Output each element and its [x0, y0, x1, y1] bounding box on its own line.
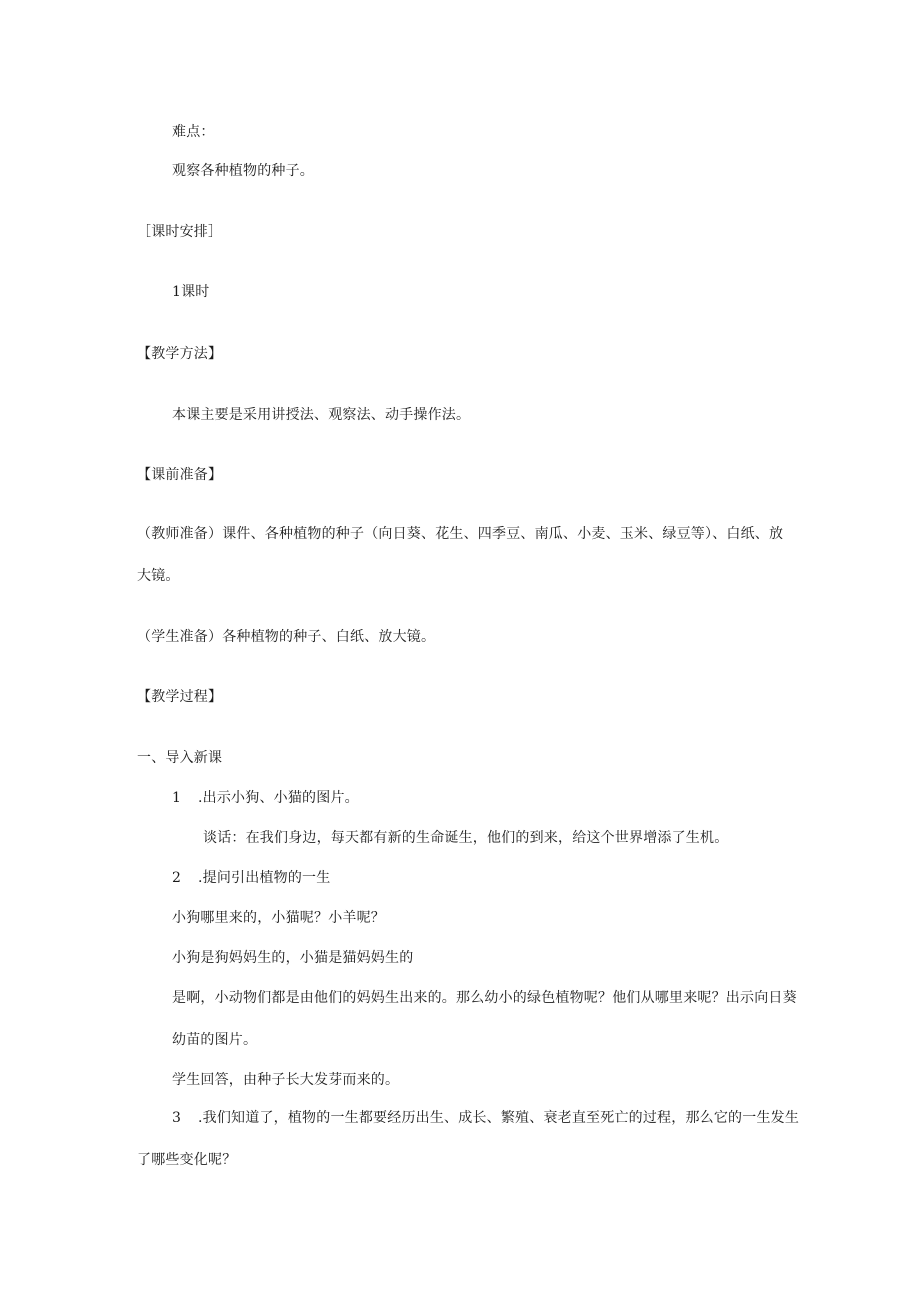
step3-text-line2: 了哪些变化呢？	[137, 1152, 237, 1168]
step1-line	[172, 788, 359, 808]
step2-paragraph-line2: 幼苗的图片。	[172, 1032, 258, 1048]
difficulty-text: 观察各种植物的种子。	[172, 163, 314, 179]
step2-line	[172, 868, 330, 888]
step2-text: .提问引出植物的一生	[198, 870, 331, 886]
schedule-text: 1课时	[172, 284, 210, 300]
prep-student: （学生准备）各种植物的种子、白纸、放大镜。	[137, 629, 436, 645]
prep-teacher-line2: 大镜。	[137, 568, 180, 584]
step2-answer-animals: 小狗是狗妈妈生的，小猫是猫妈妈生的	[172, 950, 414, 966]
method-text: 本课主要是采用讲授法、观察法、动手操作法。	[172, 407, 471, 423]
step1-text: .出示小狗、小猫的图片。	[198, 790, 359, 806]
section1-title: 一、导入新课	[137, 750, 223, 766]
method-heading: 【教学方法】	[137, 346, 223, 362]
step2-number: 2	[172, 870, 182, 886]
step1-number: 1	[172, 790, 182, 806]
step2-student-answer: 学生回答，由种子长大发芽而来的。	[172, 1072, 400, 1088]
process-heading: 【教学过程】	[137, 689, 223, 705]
difficulty-heading: 难点：	[172, 124, 215, 140]
step2-paragraph-line1: 是啊，小动物们都是由他们的妈妈生出来的。那么幼小的绿色植物呢？他们从哪里来呢？出示向日葵	[172, 990, 797, 1006]
prep-teacher-line1: （教师准备）课件、各种植物的种子（向日葵、花生、四季豆、南瓜、小麦、玉米、绿豆等）、白纸、放	[137, 526, 784, 542]
step2-question: 小狗哪里来的，小猫呢？小羊呢？	[172, 910, 385, 926]
step1-talk: 谈话：在我们身边，每天都有新的生命诞生，他们的到来，给这个世界增添了生机。	[203, 830, 729, 846]
step3-number: 3	[172, 1110, 182, 1126]
step3-line1	[172, 1108, 799, 1128]
step3-text-line1: .我们知道了，植物的一生都要经历出生、成长、繁殖、衰老直至死亡的过程，那么它的一生发生	[198, 1110, 800, 1126]
schedule-heading: ［课时安排］	[137, 224, 223, 240]
prep-heading: 【课前准备】	[137, 467, 223, 483]
